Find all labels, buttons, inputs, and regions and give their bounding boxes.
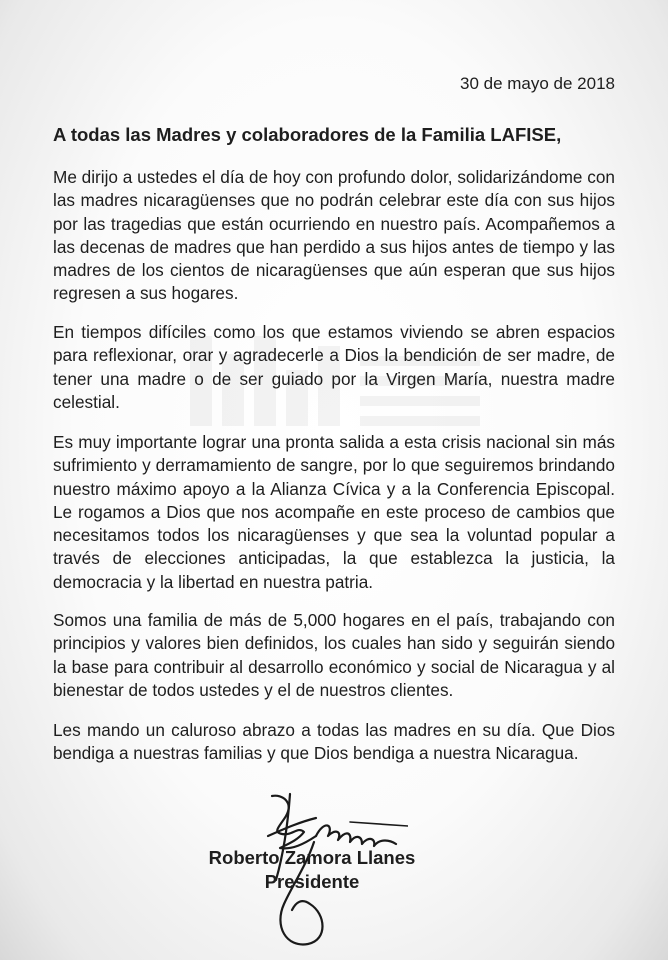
letter-paragraph: En tiempos difíciles como los que estamos viviendo se abren espacios para reflexionar, orar y agradecerle a Dios la bendición de ser madre, de tener una madre o de ser guiado por la Virgen María, nuestra madre celestial.	[53, 322, 615, 412]
signatory-name: Roberto Zamora Llanes	[208, 847, 416, 868]
handwritten-signature	[258, 782, 408, 957]
signatory-title: Presidente	[264, 871, 360, 892]
letter-paragraph: Somos una familia de más de 5,000 hogares en el país, trabajando con principios y valores bien definidos, los cuales han sido y seguirán siendo la base para contribuir al desarrollo económico y social de Nicaragua y al bienestar de todos ustedes y el de nuestros clientes.	[53, 610, 615, 700]
letter-date: 30 de mayo de 2018	[459, 74, 615, 93]
letter-salutation: A todas las Madres y colaboradores de la Familia LAFISE,	[53, 124, 562, 145]
letter-paragraph: Les mando un caluroso abrazo a todas las madres en su día. Que Dios bendiga a nuestras familias y que Dios bendiga a nuestra Nicaragua.	[53, 720, 615, 764]
letter-paragraph: Me dirijo a ustedes el día de hoy con profundo dolor, solidarizándome con las madres nicaragüenses que no podrán celebrar este día con sus hijos por las tragedias que están ocurriendo en nuestro país. Acompañemos a las decenas de madres que han perdido a sus hijos antes de tiempo y las madres de los cientos de nicaragüenses que aún esperan que sus hijos regresen a sus hogares.	[53, 167, 615, 304]
letter-paragraph: Es muy importante lograr una pronta salida a esta crisis nacional sin más sufrimiento y derramamiento de sangre, por lo que seguiremos brindando nuestro máximo apoyo a la Alianza Cívica y a la Conferencia Episcopal. Le rogamos a Dios que nos acompañe en este proceso de cambios que necesitamos todos los nicaragüenses y que sea la voluntad popular a través de elecciones anticipadas, la que establezca la justicia, la democracia y la libertad en nuestra patria.	[53, 432, 615, 592]
